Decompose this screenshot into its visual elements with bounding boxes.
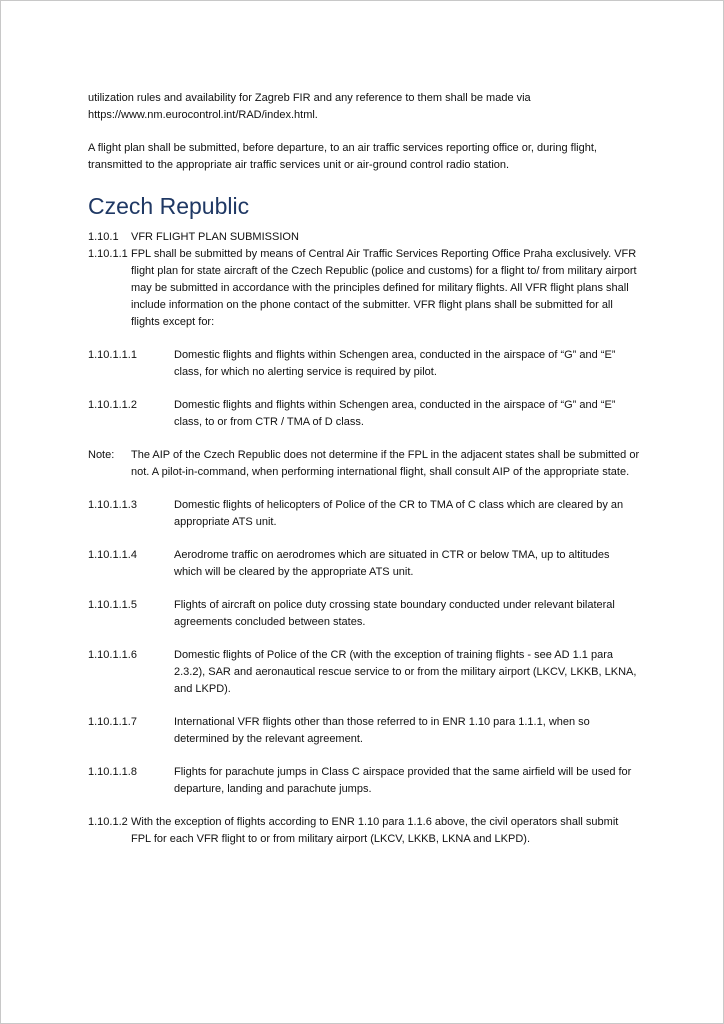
note-label: Note:	[88, 449, 115, 461]
list-item	[88, 347, 640, 381]
section-text: FPL shall be submitted by means of Central Air Traffic Services Reporting Office Praha exclusively. VFR flight plan for state aircraft of the Czech Republic (police and customs) for a flight to/ from military airport may be submitted in accordance with the principles defined for military flights. All VFR flight plans shall include information on the phone contact of the submitter. VFR flight plans shall be submitted for all flights except for:	[131, 248, 637, 328]
intro-paragraph-2: A flight plan shall be submitted, before departure, to an air traffic services reporting office or, during flight, transmitted to the appropriate air traffic services unit or air-ground control radio station.	[88, 142, 597, 171]
section-heading: Czech Republic	[88, 193, 250, 219]
list-item	[88, 397, 640, 431]
item-number: 1.10.1.1.7	[88, 716, 137, 728]
list-item	[88, 647, 640, 698]
item-text: Domestic flights of Police of the CR (with the exception of training flights - see AD 1.1 para 2.3.2), SAR and aeronautical rescue service to or from the military airport (LKCV, LKKB, LKNA, and LKPD).	[174, 649, 637, 695]
note-block	[88, 447, 640, 481]
section-number: 1.10.1.1	[88, 248, 128, 260]
list-item	[88, 764, 640, 798]
item-number: 1.10.1.1.8	[88, 766, 137, 778]
list-item	[88, 597, 640, 631]
item-number: 1.10.1.1.1	[88, 349, 137, 361]
list-item	[88, 547, 640, 581]
page-content	[88, 90, 640, 848]
subsection-1-10-1	[88, 229, 640, 246]
section-number: 1.10.1.2	[88, 816, 128, 828]
list-item	[88, 714, 640, 748]
item-number: 1.10.1.1.5	[88, 599, 137, 611]
item-text: Flights of aircraft on police duty crossing state boundary conducted under relevant bilateral agreements concluded between states.	[174, 599, 615, 628]
section-number: 1.10.1	[88, 231, 119, 243]
item-number: 1.10.1.1.3	[88, 499, 137, 511]
item-text: International VFR flights other than those referred to in ENR 1.10 para 1.1.1, when so determined by the relevant agreement.	[174, 716, 590, 745]
item-number: 1.10.1.1.2	[88, 399, 137, 411]
list-item	[88, 497, 640, 531]
item-number: 1.10.1.1.4	[88, 549, 137, 561]
note-text: The AIP of the Czech Republic does not determine if the FPL in the adjacent states shall be submitted or not. A pilot-in-command, when performing international flight, shall consult AIP of the appropriate state.	[131, 449, 640, 478]
item-number: 1.10.1.1.6	[88, 649, 137, 661]
intro-paragraph-1: utilization rules and availability for Zagreb FIR and any reference to them shall be made via https://www.nm.eurocontrol.int/RAD/index.html.	[88, 92, 531, 121]
section-title: VFR FLIGHT PLAN SUBMISSION	[131, 231, 299, 243]
item-text: Flights for parachute jumps in Class C airspace provided that the same airfield will be used for departure, landing and parachute jumps.	[174, 766, 632, 795]
item-text: Domestic flights and flights within Schengen area, conducted in the airspace of “G” and “E” class, for which no alerting service is required by pilot.	[174, 349, 616, 378]
section-text: With the exception of flights according to ENR 1.10 para 1.1.6 above, the civil operators shall submit FPL for each VFR flight to or from military airport (LKCV, LKKB, LKNA and LKPD).	[131, 816, 619, 845]
item-text: Aerodrome traffic on aerodromes which are situated in CTR or below TMA, up to altitudes which will be cleared by the appropriate ATS unit.	[174, 549, 610, 578]
subsection-1-10-1-2	[88, 814, 640, 848]
item-text: Domestic flights of helicopters of Police of the CR to TMA of C class which are cleared by an appropriate ATS unit.	[174, 499, 624, 528]
item-text: Domestic flights and flights within Schengen area, conducted in the airspace of “G” and “E” class, to or from CTR / TMA of D class.	[174, 399, 616, 428]
subsection-1-10-1-1	[88, 246, 640, 331]
